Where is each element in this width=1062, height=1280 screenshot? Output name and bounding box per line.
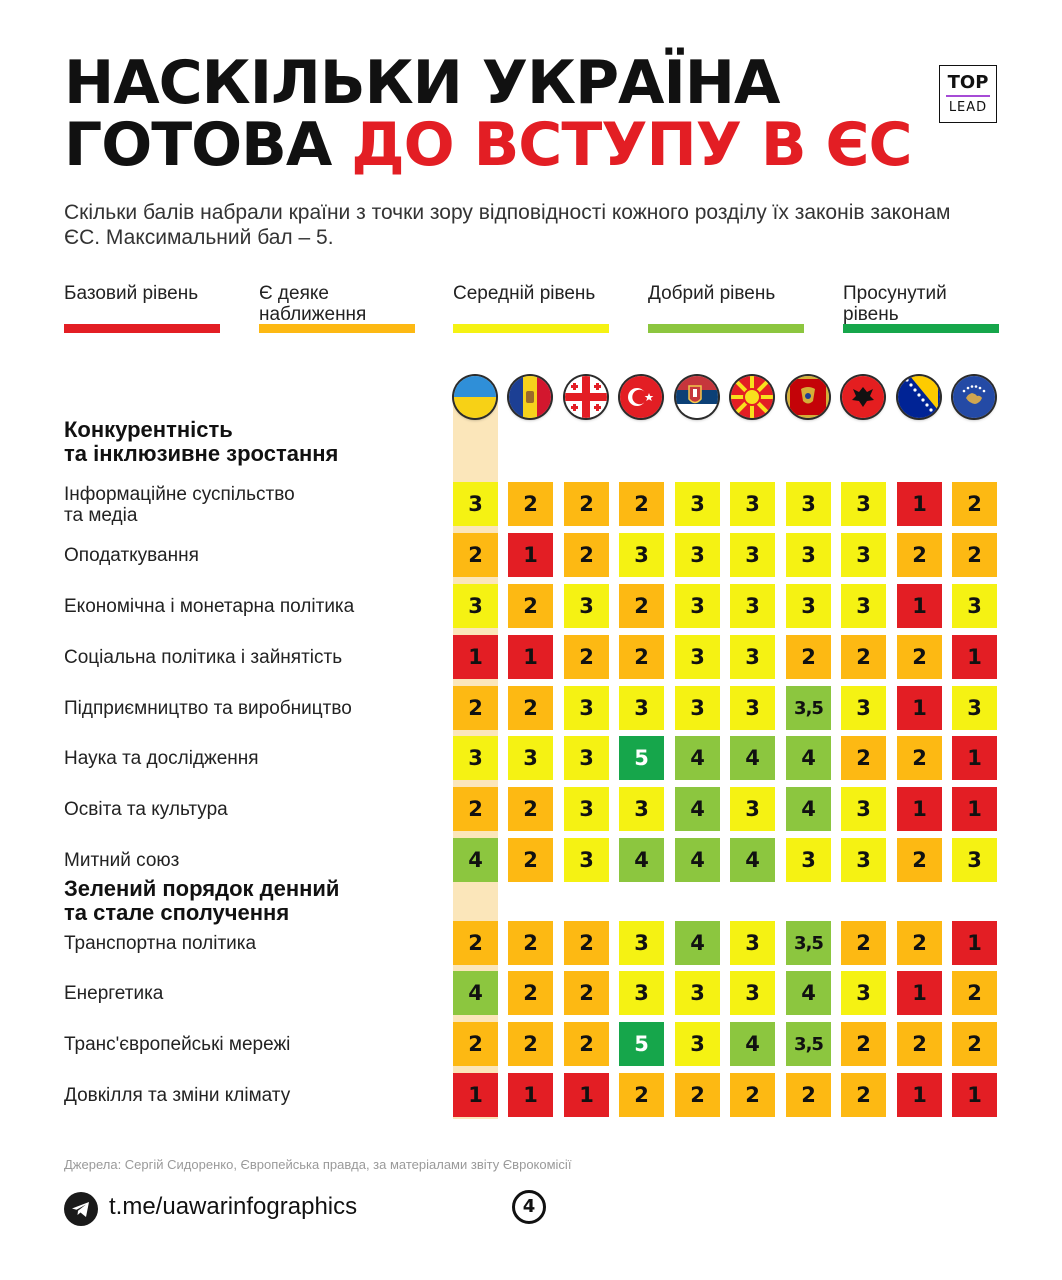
score-cell: 3 bbox=[841, 584, 886, 628]
score-cell: 3 bbox=[841, 971, 886, 1015]
score-cell: 1 bbox=[952, 1073, 997, 1117]
score-cell: 3 bbox=[564, 838, 609, 882]
score-cell: 4 bbox=[453, 971, 498, 1015]
score-cell: 3 bbox=[675, 635, 720, 679]
score-cell: 3 bbox=[619, 971, 664, 1015]
score-cell: 3 bbox=[841, 686, 886, 730]
score-cell: 1 bbox=[897, 1073, 942, 1117]
score-cell: 2 bbox=[508, 971, 553, 1015]
score-cell: 4 bbox=[730, 1022, 775, 1066]
legend-color-bar bbox=[648, 324, 804, 333]
title-line-1: НАСКІЛЬКИ УКРАЇНА bbox=[64, 48, 780, 118]
row-label: Підприємництво та виробництво bbox=[64, 698, 352, 719]
score-cell: 2 bbox=[453, 1022, 498, 1066]
score-cell: 2 bbox=[897, 736, 942, 780]
legend-item bbox=[648, 283, 804, 333]
score-cell: 2 bbox=[952, 1022, 997, 1066]
score-cell: 1 bbox=[508, 1073, 553, 1117]
legend-color-bar bbox=[64, 324, 220, 333]
score-cell: 3 bbox=[564, 736, 609, 780]
score-cell: 4 bbox=[619, 838, 664, 882]
score-cell: 3 bbox=[841, 787, 886, 831]
score-cell: 2 bbox=[952, 482, 997, 526]
score-cell: 2 bbox=[841, 921, 886, 965]
score-cell: 2 bbox=[508, 584, 553, 628]
score-cell: 4 bbox=[675, 838, 720, 882]
score-cell: 3 bbox=[675, 533, 720, 577]
score-cell: 2 bbox=[841, 736, 886, 780]
section-title: Конкурентність та інклюзивне зростання bbox=[64, 417, 339, 466]
score-cell: 3 bbox=[730, 686, 775, 730]
score-cell: 4 bbox=[675, 921, 720, 965]
score-cell: 4 bbox=[786, 736, 831, 780]
score-cell: 3 bbox=[730, 584, 775, 628]
score-cell: 3 bbox=[675, 971, 720, 1015]
score-cell: 2 bbox=[619, 584, 664, 628]
logo-divider bbox=[946, 95, 990, 97]
legend-color-bar bbox=[843, 324, 999, 333]
score-cell: 2 bbox=[564, 482, 609, 526]
score-cell: 1 bbox=[508, 533, 553, 577]
legend-label: Є деяке наближення bbox=[259, 283, 367, 325]
score-cell: 3 bbox=[453, 736, 498, 780]
score-cell: 2 bbox=[564, 921, 609, 965]
top-lead-logo bbox=[939, 65, 997, 123]
score-cell: 3 bbox=[952, 838, 997, 882]
score-cell: 3 bbox=[675, 482, 720, 526]
subtitle: Скільки балів набрали країни з точки зору відповідності кожного розділу їх законів законам ЄС. Максимальний бал – 5. bbox=[64, 201, 951, 249]
score-cell: 2 bbox=[619, 482, 664, 526]
row-label: Економічна і монетарна політика bbox=[64, 596, 355, 617]
section-title: Зелений порядок денний та стале сполучення bbox=[64, 876, 340, 925]
telegram-link[interactable]: t.me/uawarinfographics bbox=[109, 1193, 358, 1220]
page-title bbox=[64, 48, 912, 180]
score-cell: 2 bbox=[508, 838, 553, 882]
source-note: Джерела: Сергій Сидоренко, Європейська правда, за матеріалами звіту Єврокомісії bbox=[64, 1157, 572, 1172]
score-cell: 3,5 bbox=[786, 921, 831, 965]
kosovo-flag bbox=[953, 376, 995, 418]
score-cell: 1 bbox=[897, 584, 942, 628]
score-cell: 1 bbox=[508, 635, 553, 679]
score-cell: 3 bbox=[564, 787, 609, 831]
score-cell: 2 bbox=[508, 921, 553, 965]
score-cell: 2 bbox=[564, 635, 609, 679]
legend-label: Середній рівень bbox=[453, 283, 596, 304]
score-cell: 2 bbox=[897, 1022, 942, 1066]
score-cell: 2 bbox=[564, 1022, 609, 1066]
legend-item bbox=[259, 283, 415, 333]
score-cell: 4 bbox=[453, 838, 498, 882]
row-label: Наука та дослідження bbox=[64, 748, 259, 769]
score-cell: 3 bbox=[730, 921, 775, 965]
score-cell: 3 bbox=[841, 482, 886, 526]
row-label: Освіта та культура bbox=[64, 799, 228, 820]
score-cell: 3 bbox=[952, 686, 997, 730]
score-cell: 3 bbox=[564, 584, 609, 628]
score-cell: 3,5 bbox=[786, 1022, 831, 1066]
score-cell: 2 bbox=[897, 635, 942, 679]
score-cell: 1 bbox=[897, 686, 942, 730]
score-cell: 4 bbox=[675, 787, 720, 831]
ukraine-flag bbox=[454, 376, 496, 418]
turkey-flag bbox=[620, 376, 662, 418]
score-cell: 4 bbox=[675, 736, 720, 780]
serbia-flag bbox=[676, 376, 718, 418]
score-cell: 1 bbox=[952, 921, 997, 965]
row-label: Довкілля та зміни клімату bbox=[64, 1085, 291, 1106]
score-cell: 4 bbox=[786, 787, 831, 831]
score-cell: 3 bbox=[675, 584, 720, 628]
score-cell: 2 bbox=[453, 921, 498, 965]
score-cell: 2 bbox=[508, 482, 553, 526]
score-cell: 1 bbox=[453, 1073, 498, 1117]
score-cell: 5 bbox=[619, 736, 664, 780]
score-cell: 3 bbox=[786, 584, 831, 628]
score-cell: 2 bbox=[841, 1022, 886, 1066]
score-cell: 3 bbox=[730, 971, 775, 1015]
score-cell: 2 bbox=[786, 1073, 831, 1117]
legend-item bbox=[843, 283, 999, 333]
row-label: Енергетика bbox=[64, 983, 164, 1004]
row-label: Транс'європейські мережі bbox=[64, 1034, 291, 1055]
score-cell: 3 bbox=[841, 838, 886, 882]
score-cell: 3 bbox=[453, 584, 498, 628]
page-number: 4 bbox=[512, 1190, 546, 1224]
score-cell: 2 bbox=[952, 971, 997, 1015]
score-cell: 3 bbox=[786, 838, 831, 882]
legend-label: Базовий рівень bbox=[64, 283, 199, 304]
title-line-2: ГОТОВА bbox=[64, 110, 352, 180]
score-cell: 2 bbox=[508, 787, 553, 831]
score-cell: 2 bbox=[952, 533, 997, 577]
score-cell: 2 bbox=[453, 787, 498, 831]
score-cell: 1 bbox=[897, 482, 942, 526]
score-cell: 2 bbox=[508, 1022, 553, 1066]
score-cell: 1 bbox=[564, 1073, 609, 1117]
row-label: Соціальна політика і зайнятість bbox=[64, 647, 343, 668]
legend-item bbox=[64, 283, 220, 333]
score-cell: 4 bbox=[730, 838, 775, 882]
montenegro-flag bbox=[787, 376, 829, 418]
score-cell: 3 bbox=[675, 686, 720, 730]
score-cell: 5 bbox=[619, 1022, 664, 1066]
score-cell: 4 bbox=[786, 971, 831, 1015]
score-cell: 3 bbox=[619, 787, 664, 831]
score-cell: 3 bbox=[952, 584, 997, 628]
score-cell: 2 bbox=[508, 686, 553, 730]
legend-item bbox=[453, 283, 609, 333]
score-cell: 2 bbox=[619, 635, 664, 679]
score-cell: 2 bbox=[619, 1073, 664, 1117]
row-label: Митний союз bbox=[64, 850, 180, 871]
north-macedonia-flag bbox=[731, 376, 773, 418]
score-cell: 3 bbox=[453, 482, 498, 526]
score-cell: 2 bbox=[453, 686, 498, 730]
score-cell: 3 bbox=[730, 482, 775, 526]
score-cell: 2 bbox=[897, 838, 942, 882]
score-cell: 3 bbox=[730, 787, 775, 831]
score-cell: 2 bbox=[897, 921, 942, 965]
score-cell: 4 bbox=[730, 736, 775, 780]
score-cell: 3 bbox=[619, 686, 664, 730]
score-cell: 1 bbox=[453, 635, 498, 679]
score-cell: 1 bbox=[952, 787, 997, 831]
score-cell: 2 bbox=[786, 635, 831, 679]
legend-label: Добрий рівень bbox=[648, 283, 776, 304]
georgia-flag bbox=[565, 376, 607, 418]
score-cell: 1 bbox=[952, 736, 997, 780]
row-label: Інформаційне суспільство та медіа bbox=[64, 484, 295, 526]
logo-top-text: TOP bbox=[947, 72, 989, 93]
score-cell: 3 bbox=[730, 635, 775, 679]
score-cell: 3 bbox=[619, 921, 664, 965]
logo-bottom-text: LEAD bbox=[948, 100, 988, 115]
score-cell: 3 bbox=[564, 686, 609, 730]
score-cell: 3 bbox=[786, 533, 831, 577]
score-cell: 1 bbox=[952, 635, 997, 679]
score-cell: 3 bbox=[619, 533, 664, 577]
score-cell: 3 bbox=[730, 533, 775, 577]
score-cell: 2 bbox=[564, 971, 609, 1015]
score-cell: 2 bbox=[897, 533, 942, 577]
score-cell: 3 bbox=[508, 736, 553, 780]
score-cell: 1 bbox=[897, 787, 942, 831]
moldova-flag bbox=[509, 376, 551, 418]
score-cell: 2 bbox=[453, 533, 498, 577]
score-cell: 2 bbox=[564, 533, 609, 577]
albania-flag bbox=[842, 376, 884, 418]
score-cell: 2 bbox=[675, 1073, 720, 1117]
score-cell: 3 bbox=[786, 482, 831, 526]
score-cell: 3 bbox=[675, 1022, 720, 1066]
legend-color-bar bbox=[453, 324, 609, 333]
score-cell: 2 bbox=[841, 635, 886, 679]
score-cell: 2 bbox=[730, 1073, 775, 1117]
row-label: Оподаткування bbox=[64, 545, 199, 566]
score-cell: 1 bbox=[897, 971, 942, 1015]
legend-color-bar bbox=[259, 324, 415, 333]
telegram-icon[interactable] bbox=[64, 1192, 98, 1226]
legend-label: Просунутий рівень bbox=[843, 283, 947, 325]
score-cell: 3,5 bbox=[786, 686, 831, 730]
title-highlight: ДО ВСТУПУ В ЄС bbox=[351, 110, 912, 180]
score-cell: 3 bbox=[841, 533, 886, 577]
score-cell: 2 bbox=[841, 1073, 886, 1117]
row-label: Транспортна політика bbox=[64, 933, 257, 954]
bosnia-flag bbox=[898, 376, 940, 418]
